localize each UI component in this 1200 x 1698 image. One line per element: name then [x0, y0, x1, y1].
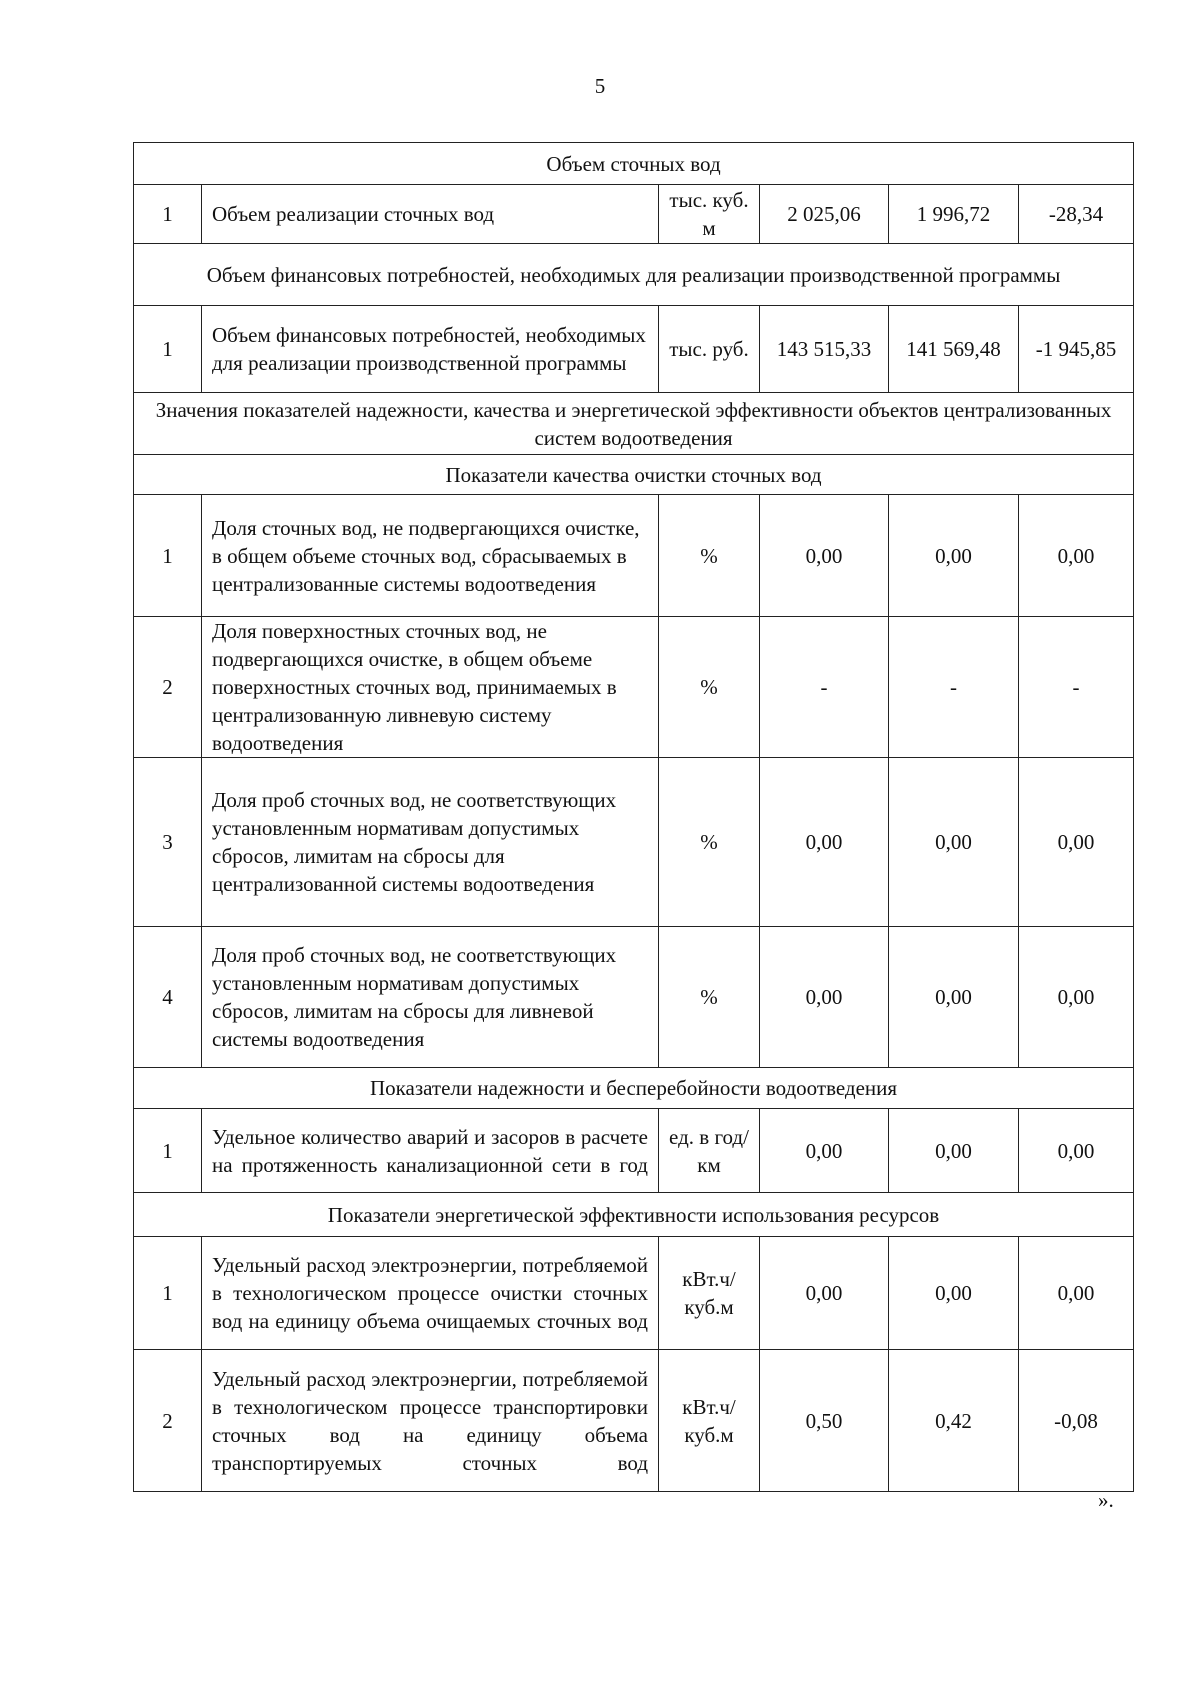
value-cell-2: 141 569,48: [889, 306, 1019, 393]
table-row: [134, 1237, 1134, 1350]
value-cell-3: 0,00: [1019, 758, 1134, 927]
closing-quote-mark: ».: [1098, 1488, 1114, 1512]
row-number: 1: [134, 1109, 202, 1193]
indicators-table: [133, 142, 1134, 1492]
value-cell-3: -: [1019, 617, 1134, 758]
page-number: 5: [594, 74, 606, 98]
value-cell-2: 0,00: [889, 927, 1019, 1068]
value-cell-1: 143 515,33: [760, 306, 889, 393]
section-row: [134, 393, 1134, 455]
value-cell-1: 0,00: [760, 927, 889, 1068]
indicator-name: Удельный расход электроэнергии, потребляемой в технологическом процессе очистки сточных вод на единицу объема очищаемых сточных вод: [202, 1237, 659, 1350]
indicator-name: Объем финансовых потребностей, необходимых для реализации производственной программы: [202, 306, 659, 393]
value-cell-3: -1 945,85: [1019, 306, 1134, 393]
indicator-name: Доля проб сточных вод, не соответствующих установленным нормативам допустимых сбросов, лимитам на сбросы для централизованной системы водоотведения: [202, 758, 659, 927]
unit-cell: %: [659, 758, 760, 927]
value-cell-3: 0,00: [1019, 1237, 1134, 1350]
table-row: [134, 927, 1134, 1068]
section-row: [134, 1068, 1134, 1109]
section-row: [134, 1193, 1134, 1237]
indicator-name: Объем реализации сточных вод: [202, 185, 659, 244]
unit-cell: %: [659, 495, 760, 617]
value-cell-1: 0,00: [760, 1237, 889, 1350]
value-cell-2: 0,00: [889, 1237, 1019, 1350]
value-cell-2: 0,00: [889, 758, 1019, 927]
row-number: 2: [134, 617, 202, 758]
section-title: Объем финансовых потребностей, необходимых для реализации производственной программы: [134, 244, 1134, 306]
unit-cell: %: [659, 617, 760, 758]
section-title: Показатели качества очистки сточных вод: [134, 455, 1134, 495]
value-cell-1: -: [760, 617, 889, 758]
indicator-name: Удельный расход электроэнергии, потребляемой в технологическом процессе транспортировки сточных вод на единицу объема транспортируемых сточных вод: [202, 1350, 659, 1492]
table-row: [134, 185, 1134, 244]
row-number: 1: [134, 185, 202, 244]
indicator-name: Удельное количество аварий и засоров в расчете на протяженность канализационной сети в год: [202, 1109, 659, 1193]
section-row: [134, 455, 1134, 495]
value-cell-2: 0,00: [889, 1109, 1019, 1193]
unit-cell: кВт.ч/ куб.м: [659, 1350, 760, 1492]
value-cell-1: 0,50: [760, 1350, 889, 1492]
table-row: [134, 495, 1134, 617]
row-number: 1: [134, 306, 202, 393]
value-cell-1: 0,00: [760, 758, 889, 927]
table-row: [134, 758, 1134, 927]
section-title: Показатели надежности и бесперебойности водоотведения: [134, 1068, 1134, 1109]
value-cell-2: -: [889, 617, 1019, 758]
value-cell-3: -0,08: [1019, 1350, 1134, 1492]
value-cell-1: 0,00: [760, 495, 889, 617]
section-title: Объем сточных вод: [134, 143, 1134, 185]
unit-cell: ед. в год/ км: [659, 1109, 760, 1193]
value-cell-1: 2 025,06: [760, 185, 889, 244]
value-cell-3: -28,34: [1019, 185, 1134, 244]
value-cell-1: 0,00: [760, 1109, 889, 1193]
row-number: 1: [134, 1237, 202, 1350]
row-number: 3: [134, 758, 202, 927]
value-cell-2: 0,42: [889, 1350, 1019, 1492]
table-row: [134, 617, 1134, 758]
row-number: 1: [134, 495, 202, 617]
unit-cell: %: [659, 927, 760, 1068]
table-row: [134, 1350, 1134, 1492]
table-row: [134, 306, 1134, 393]
section-title: Показатели энергетической эффективности использования ресурсов: [134, 1193, 1134, 1237]
row-number: 4: [134, 927, 202, 1068]
table-row: [134, 1109, 1134, 1193]
value-cell-2: 1 996,72: [889, 185, 1019, 244]
section-title: Значения показателей надежности, качества и энергетической эффективности объектов централизованных систем водоотведения: [134, 393, 1134, 455]
unit-cell: тыс. куб. м: [659, 185, 760, 244]
value-cell-3: 0,00: [1019, 927, 1134, 1068]
section-row: [134, 143, 1134, 185]
unit-cell: кВт.ч/ куб.м: [659, 1237, 760, 1350]
section-row: [134, 244, 1134, 306]
value-cell-3: 0,00: [1019, 1109, 1134, 1193]
row-number: 2: [134, 1350, 202, 1492]
value-cell-2: 0,00: [889, 495, 1019, 617]
unit-cell: тыс. руб.: [659, 306, 760, 393]
indicator-name: Доля проб сточных вод, не соответствующих установленным нормативам допустимых сбросов, лимитам на сбросы для ливневой системы водоотведения: [202, 927, 659, 1068]
value-cell-3: 0,00: [1019, 495, 1134, 617]
indicator-name: Доля сточных вод, не подвергающихся очистке, в общем объеме сточных вод, сбрасываемых в централизованные системы водоотведения: [202, 495, 659, 617]
indicator-name: Доля поверхностных сточных вод, не подвергающихся очистке, в общем объеме поверхностных сточных вод, принимаемых в централизованную ливневую систему водоотведения: [202, 617, 659, 758]
